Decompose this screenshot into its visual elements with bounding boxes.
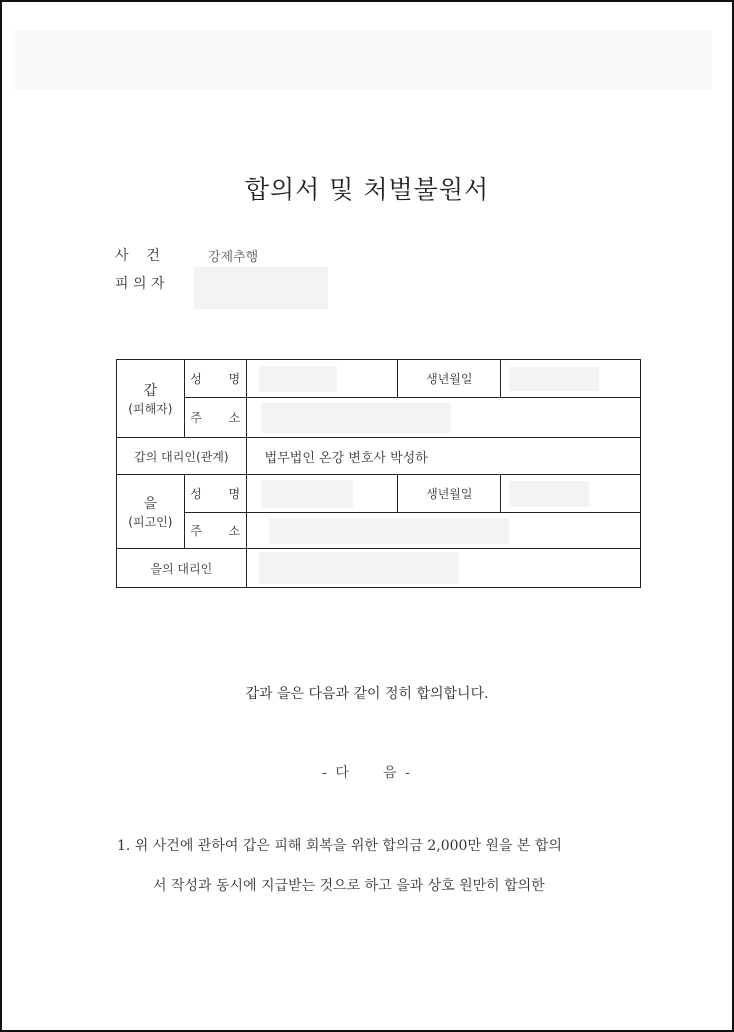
- agent-a-label: 갑의 대리인(관계): [117, 438, 247, 475]
- party-b-address-label: 주 소: [184, 513, 246, 549]
- party-a-name-redacted: [259, 366, 337, 392]
- suspect-label: 피 의 자: [115, 276, 165, 292]
- party-a-address-redacted: [261, 403, 451, 433]
- agent-b-value: [246, 549, 640, 588]
- party-b-address-redacted: [269, 518, 509, 544]
- party-b-birthdate: [501, 475, 641, 513]
- case-value: 강제추행: [208, 250, 259, 265]
- party-a-address: [246, 398, 640, 438]
- agent-b-redacted: [259, 552, 459, 584]
- case-label: 사 건: [115, 248, 160, 264]
- party-a-name-label: 성 명: [184, 360, 246, 398]
- party-a-name: [246, 360, 398, 398]
- agent-b-label: 을의 대리인: [117, 549, 247, 588]
- party-a-label: 갑: [143, 383, 158, 399]
- party-b-label: 을: [143, 496, 158, 512]
- scan-smudge: [12, 30, 712, 90]
- party-a-role: (피해자): [128, 402, 173, 416]
- party-a-address-label: 주 소: [184, 398, 246, 438]
- document-title: 합의서 및 처벌불원서: [244, 175, 490, 204]
- party-b-birthdate-label: 생년월일: [398, 475, 501, 513]
- party-b-name-redacted: [261, 480, 353, 508]
- party-a-birthdate-label: 생년월일: [398, 360, 501, 398]
- clause-1-line-1: 1. 위 사건에 관하여 갑은 피해 회복을 위한 합의금 2,000만 원을 본 합의: [117, 838, 562, 854]
- party-b-name: [246, 475, 398, 513]
- party-b-name-label: 성 명: [184, 475, 246, 513]
- party-a-birthdate: [501, 360, 641, 398]
- party-info-table: [116, 359, 641, 588]
- clause-1-line-2: 서 작성과 동시에 지급받는 것으로 하고 을과 상호 원만히 합의한: [153, 878, 545, 894]
- agreement-sentence: 갑과 을은 다음과 같이 정히 합의합니다.: [245, 686, 489, 702]
- party-b-role: (피고인): [128, 515, 173, 529]
- section-heading: - 다 음 -: [322, 765, 412, 781]
- agent-a-value: 법무법인 온강 변호사 박성하: [246, 438, 640, 475]
- party-a-cell: [117, 360, 185, 438]
- party-b-address: [246, 513, 640, 549]
- suspect-redacted: [194, 267, 328, 309]
- party-b-birthdate-redacted: [509, 481, 589, 507]
- party-b-cell: [117, 475, 185, 549]
- party-a-birthdate-redacted: [509, 367, 599, 391]
